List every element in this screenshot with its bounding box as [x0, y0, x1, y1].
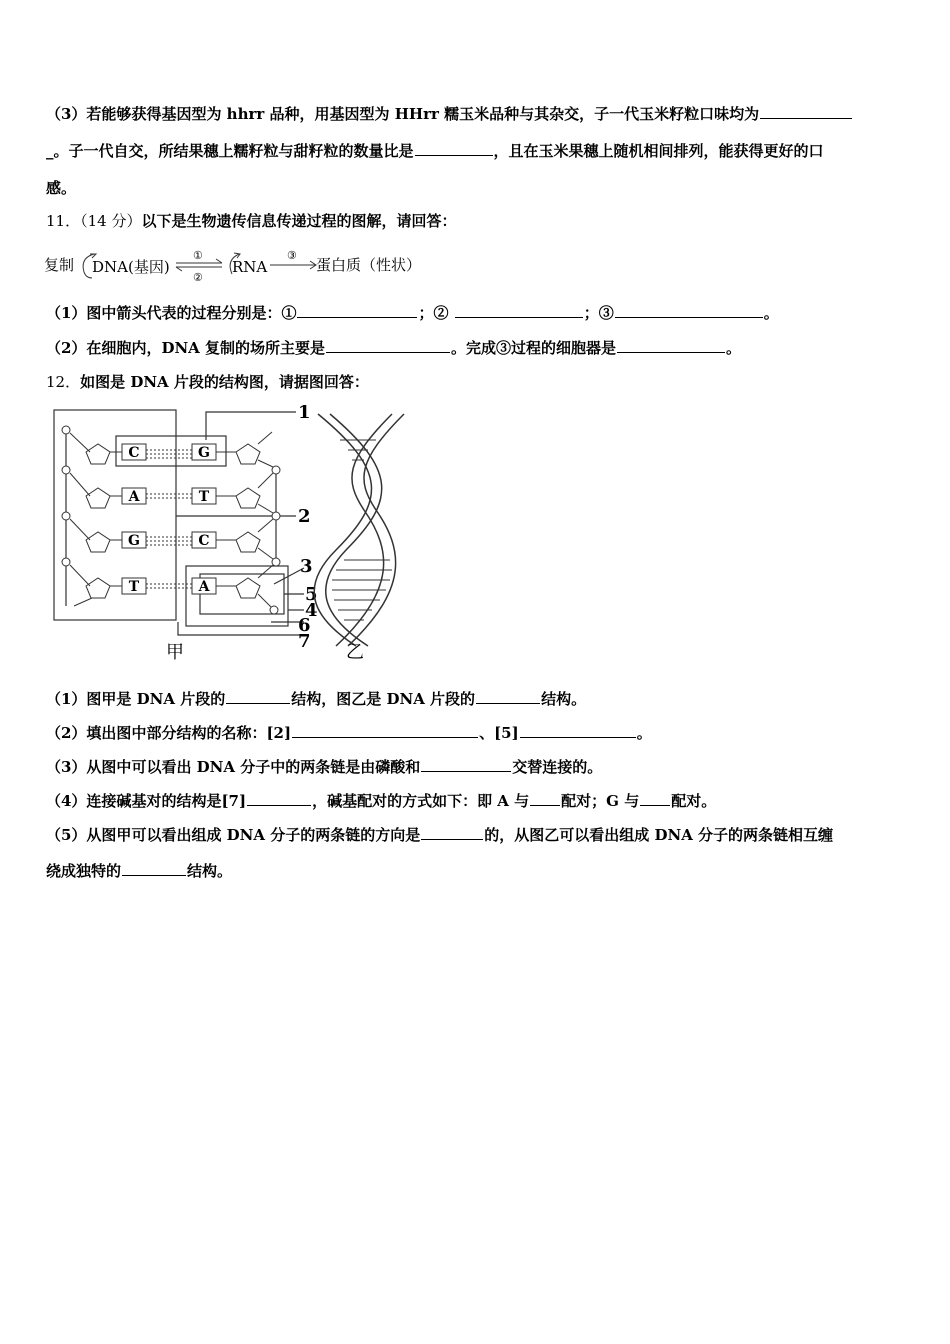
left-base-3: G: [128, 533, 140, 549]
answer-blank[interactable]: [421, 825, 483, 840]
right-base-3: C: [198, 533, 210, 549]
label-7: 7: [298, 631, 311, 652]
answer-blank[interactable]: [421, 757, 511, 772]
leader-7: [178, 622, 304, 635]
q12-part2: （2）填出图中部分结构的名称：[2] 、[5] 。: [46, 724, 652, 742]
answer-blank[interactable]: [530, 791, 560, 806]
helix-base-pairs: [332, 440, 392, 620]
deoxyribose: [86, 488, 110, 508]
q12-part5-line1: （5）从图甲可以看出组成 DNA 分子的两条链的方向是 的，从图乙可以看出组成 DNA 分子的两条链相互缠: [46, 826, 834, 844]
double-helix: [314, 414, 404, 646]
flow-protein: 蛋白质（性状）: [316, 256, 422, 274]
left-base-2: A: [128, 489, 140, 505]
deoxyribose: [236, 444, 260, 464]
answer-blank[interactable]: [297, 303, 417, 318]
phosphate: [62, 466, 70, 474]
right-base-2: T: [198, 489, 210, 505]
phosphate: [272, 512, 280, 520]
q12-stem: 12．如图是 DNA 片段的结构图，请据图回答：: [46, 373, 369, 391]
q11-part2: （2）在细胞内，DNA 复制的场所主要是 。完成③过程的细胞器是 。: [46, 339, 742, 357]
row-2: [62, 466, 280, 520]
answer-blank[interactable]: [226, 689, 290, 704]
answer-blank[interactable]: [122, 861, 186, 876]
label-4: 4: [305, 600, 318, 621]
answer-blank[interactable]: [615, 303, 763, 318]
q12-part3: （3）从图中可以看出 DNA 分子中的两条链是由磷酸和 交替连接的。: [46, 758, 603, 776]
arrow-2-label: ②: [193, 271, 203, 284]
row-3: [62, 512, 280, 566]
q10-part3-line2: _。子一代自交，所结果穗上糯籽粒与甜籽粒的数量比是 ，且在玉米果穗上随机相间排列，能获得更好的口: [46, 142, 824, 160]
q12-part5-line2: 绕成独特的 结构。: [46, 862, 233, 880]
deoxyribose: [86, 444, 110, 464]
q12-part1: （1）图甲是 DNA 片段的 结构，图乙是 DNA 片段的 结构。: [46, 690, 587, 708]
q10-part3-line1: （3）若能够获得基因型为 hhrr 品种，用基因型为 HHrr 糯玉米品种与其杂交，子一代玉米籽粒口味均为: [46, 104, 853, 124]
q10-part3-line3: 感。: [46, 179, 77, 197]
row-1: [62, 426, 280, 474]
answer-blank[interactable]: [326, 338, 450, 353]
caption-jia: 甲: [166, 642, 184, 663]
arrow-1-label: ①: [193, 249, 203, 262]
dna-structure-figure: [46, 400, 426, 665]
label-3: 3: [300, 556, 313, 577]
answer-blank[interactable]: [640, 791, 670, 806]
deoxyribose: [236, 578, 260, 598]
box-nucleotide: [186, 566, 288, 626]
phosphate: [272, 466, 280, 474]
q11-part1: （1）图中箭头代表的过程分别是：① ；② ；③ 。: [46, 304, 779, 322]
flow-diagram: [44, 248, 444, 286]
label-5: 5: [305, 584, 318, 605]
label-6: 6: [298, 615, 311, 636]
flow-dna: DNA(基因): [92, 258, 170, 276]
answer-blank[interactable]: [415, 141, 493, 156]
q11-stem: 11．（14 分）以下是生物遗传信息传递过程的图解，请回答：: [46, 212, 457, 230]
phosphate: [62, 558, 70, 566]
right-base-4: A: [198, 579, 210, 595]
phosphate: [272, 558, 280, 566]
deoxyribose: [236, 488, 260, 508]
label-1: 1: [298, 402, 311, 423]
deoxyribose: [86, 578, 110, 598]
answer-blank[interactable]: [520, 723, 636, 738]
answer-blank[interactable]: [617, 338, 725, 353]
phosphate: [62, 426, 70, 434]
answer-blank[interactable]: [760, 104, 852, 119]
left-base-4: T: [128, 579, 140, 595]
answer-blank[interactable]: [247, 791, 311, 806]
label-2: 2: [298, 506, 311, 527]
arrowhead-icon: [176, 267, 182, 271]
left-base-1: C: [128, 445, 140, 461]
phosphate: [62, 512, 70, 520]
deoxyribose: [236, 532, 260, 552]
right-base-1: G: [198, 445, 210, 461]
caption-yi: 乙: [346, 642, 364, 663]
deoxyribose: [86, 532, 110, 552]
q12-part4: （4）连接碱基对的结构是[7] ，碱基配对的方式如下：即 A 与 配对；G 与 配对。: [46, 792, 717, 810]
flow-replicate: 复制: [44, 256, 75, 274]
answer-blank[interactable]: [476, 689, 540, 704]
frame-jia: [54, 410, 176, 620]
flow-rna: RNA: [232, 258, 268, 276]
answer-blank[interactable]: [292, 723, 478, 738]
answer-blank[interactable]: [455, 303, 583, 318]
arrowhead-icon: [216, 259, 222, 263]
phosphate: [270, 606, 278, 614]
arrow-3-label: ③: [287, 249, 297, 262]
